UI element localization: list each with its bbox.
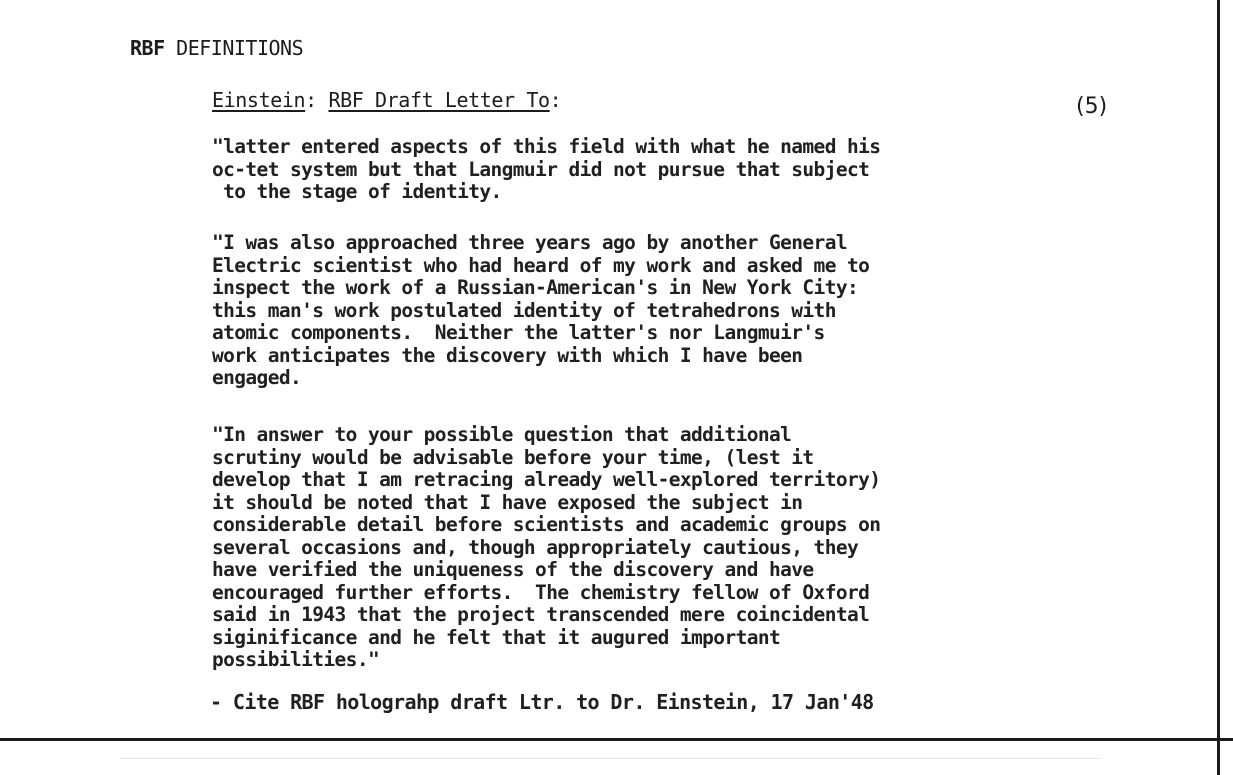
page-number: (5) <box>1076 94 1108 119</box>
entry-subheading <box>212 88 561 112</box>
quote-paragraph-1: "latter entered aspects of this field with what he named his oc-tet system but that Langmuir did not pursue that subject to the stage of identity. <box>212 135 881 203</box>
subject-colon: : <box>549 88 562 112</box>
faint-bleed-through-line <box>120 758 1100 759</box>
citation-line: - Cite RBF holograhp draft Ltr. to Dr. Einstein, 17 Jan'48 <box>210 690 874 714</box>
page-heading <box>130 36 303 60</box>
right-border-line <box>1217 0 1220 775</box>
entry-colon: : <box>305 88 317 112</box>
bottom-border-line <box>0 738 1233 741</box>
heading-title: DEFINITIONS <box>176 36 304 60</box>
quote-paragraph-2: "I was also approached three years ago by another General Electric scientist who had heard of my work and asked me to inspect the work of a Russian-American's in New York City: this man's work postulated identity of tetrahedrons with atomic components. Neither the latter's nor Langmuir's work anticipates the discovery with which I have been engaged. <box>212 231 870 389</box>
entry-name: Einstein <box>212 88 306 112</box>
quote-paragraph-3: "In answer to your possible question that additional scrutiny would be advisable before your time, (lest it develop that I am retracing already well-explored territory) it should be noted that I have exposed the subject in considerable detail before scientists and academic groups on several occasions and, though appropriately cautious, they have verified the uniqueness of the discovery and have encouraged further efforts. The chemistry fellow of Oxford said in 1943 that the project transcended mere coincidental siginificance and he felt that it augured important possibilities." <box>212 423 881 671</box>
entry-subject: RBF Draft Letter To <box>328 88 550 112</box>
heading-initials: RBF <box>130 36 165 60</box>
